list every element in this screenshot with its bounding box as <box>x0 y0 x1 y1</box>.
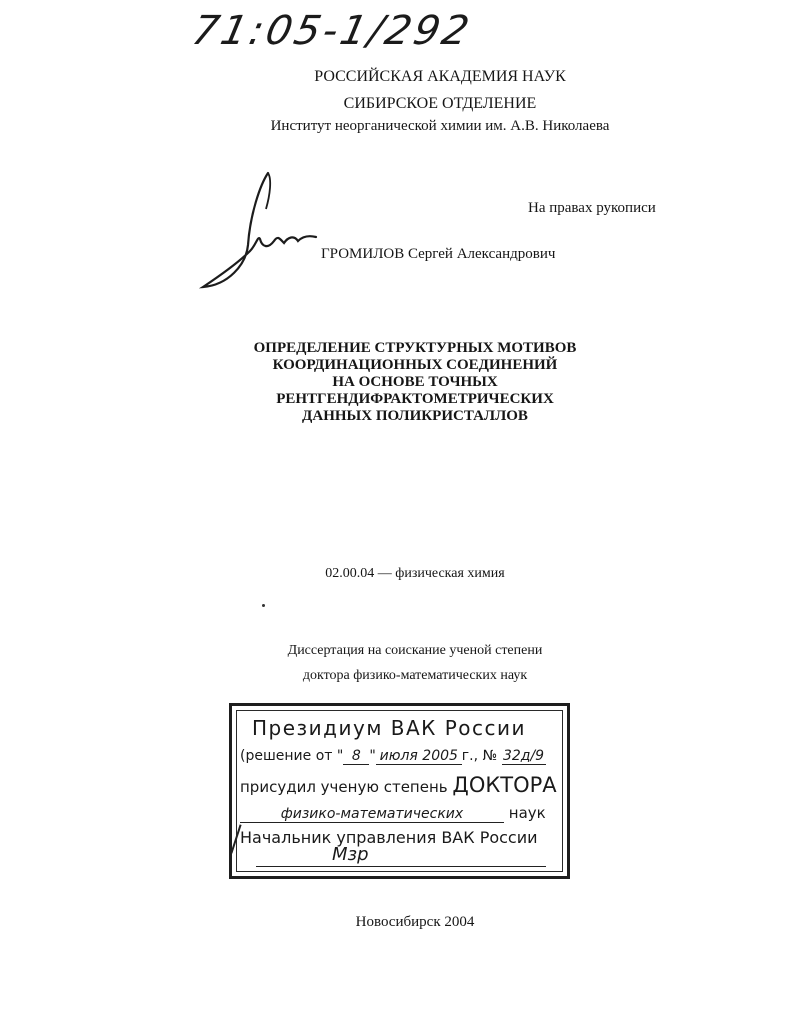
awarded-degree: ДОКТОРА <box>452 773 557 797</box>
stamp-head-line: Начальник управления ВАК России <box>240 828 538 847</box>
vak-stamp <box>229 703 570 879</box>
stamp-signature-line <box>256 866 546 867</box>
decision-year-suffix: г., № <box>461 748 498 764</box>
title-line: ДАННЫХ ПОЛИКРИСТАЛЛОВ <box>302 408 528 424</box>
author-signature <box>198 165 338 295</box>
degree-line-2: доктора физико-математических наук <box>302 668 528 683</box>
dissertation-title <box>230 340 600 425</box>
field-handwritten: физико-математических <box>240 806 504 823</box>
stamp-field-line <box>240 804 560 823</box>
decision-number: 32д/9 <box>502 748 545 764</box>
city-year: Новосибирск 2004 <box>355 914 475 930</box>
decision-mid: " <box>369 748 376 764</box>
decision-day: 8 <box>343 748 369 765</box>
degree-line-1: Диссертация на соискание ученой степени <box>287 643 543 658</box>
specialty-code: 02.00.04 — физическая химия <box>325 566 505 581</box>
stamp-head-signature: Мзр <box>332 844 369 865</box>
branch-name: СИБИРСКОЕ ОТДЕЛЕНИЕ <box>343 95 537 112</box>
decision-month-year: июля 2005 <box>376 748 462 765</box>
author-name: ГРОМИЛОВ Сергей Александрович <box>321 246 556 262</box>
manuscript-note: На правах рукописи <box>528 200 656 216</box>
decision-prefix: (решение от " <box>240 748 344 764</box>
title-line: РЕНТГЕНДИФРАКТОМЕТРИЧЕСКИХ <box>276 391 554 407</box>
institute-name: Институт неорганической химии им. А.В. Николаева <box>270 118 610 134</box>
archive-code-handwritten: 71:05-1/292 <box>188 8 476 54</box>
academy-name: РОССИЙСКАЯ АКАДЕМИЯ НАУК <box>314 68 566 85</box>
field-suffix: наук <box>508 804 546 822</box>
awarded-prefix: присудил ученую степень <box>240 778 448 796</box>
scan-speck <box>262 604 265 607</box>
stamp-awarded-line <box>240 773 557 797</box>
stamp-decision-line <box>240 748 546 765</box>
title-line: НА ОСНОВЕ ТОЧНЫХ <box>332 374 498 390</box>
stamp-title: Президиум ВАК России <box>252 716 527 740</box>
title-line: КООРДИНАЦИОННЫХ СОЕДИНЕНИЙ <box>272 357 558 373</box>
title-line: ОПРЕДЕЛЕНИЕ СТРУКТУРНЫХ МОТИВОВ <box>253 340 577 356</box>
